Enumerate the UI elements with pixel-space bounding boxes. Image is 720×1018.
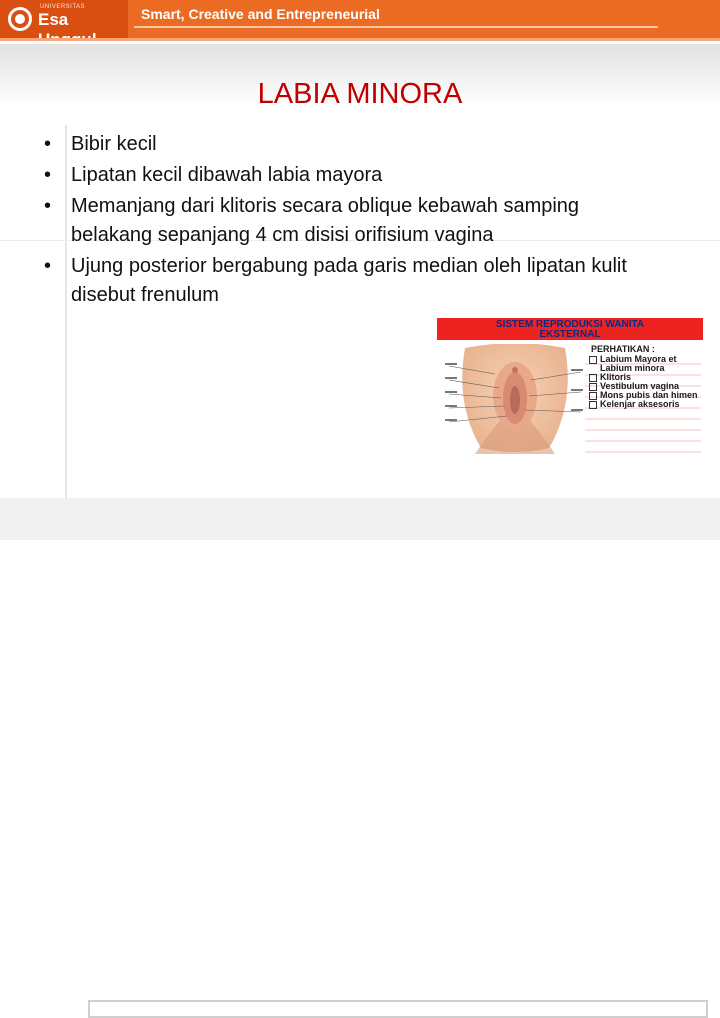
logo-small-text: UNIVERSITAS [40,4,86,10]
bullet-text: Bibir kecil [71,133,157,155]
figure-heading-line2: EKSTERNAL [539,329,601,340]
bullet-list [44,130,664,312]
legend-title: PERHATIKAN : [591,344,655,354]
bullet-dot-icon: • [44,195,52,217]
bullet-item [44,252,664,310]
bullet-text: Memanjang dari klitoris secara oblique kebawah samping belakang sepanjang 4 cm disisi orifisium vagina [71,195,580,246]
legend-item-text: Vestibulum vagina [600,381,680,391]
tagline-underline [134,26,658,28]
checkbox-square-icon [589,392,597,400]
legend-item-text: Kelenjar aksesoris [600,399,680,409]
figure-legend [585,344,703,409]
legend-item [589,400,703,409]
logo-brand-text: Esa [38,10,69,29]
bullet-text: Ujung posterior bergabung pada garis median oleh lipatan kulit disebut frenulum [71,255,627,306]
bullet-item [44,192,664,250]
bullet-dot-icon: • [44,164,52,186]
checkbox-square-icon [589,356,597,364]
legend-item-text: Klitoris [600,372,632,382]
bullet-dot-icon: • [44,255,52,277]
anatomy-figure [437,318,703,460]
checkbox-square-icon [589,374,597,382]
bullet-item [44,161,664,190]
legend-item-text: Labium Mayora et Labium minora [600,354,677,373]
figure-header [437,318,703,340]
university-logo[interactable] [0,0,128,38]
bullet-text: Lipatan kecil dibawah labia mayora [71,164,383,186]
bullet-dot-icon: • [44,133,52,155]
footer-band [0,498,720,540]
header-tagline: Smart, Creative and Entrepreneurial [141,6,380,22]
header-bar [0,0,720,38]
logo-emblem-icon [8,7,32,31]
header-divider [0,38,720,41]
legend-items [585,355,703,409]
anatomy-illustration [445,344,585,456]
checkbox-square-icon [589,383,597,391]
legend-item-text: Mons pubis dan himen [600,390,698,400]
footer-bar [88,1000,708,1018]
legend-item [589,355,703,373]
bullet-item [44,130,664,159]
checkbox-square-icon [589,401,597,409]
figure-heading-line1: SISTEM REPRODUKSI WANITA [495,319,645,330]
slide-title: LABIA MINORA [257,78,463,110]
